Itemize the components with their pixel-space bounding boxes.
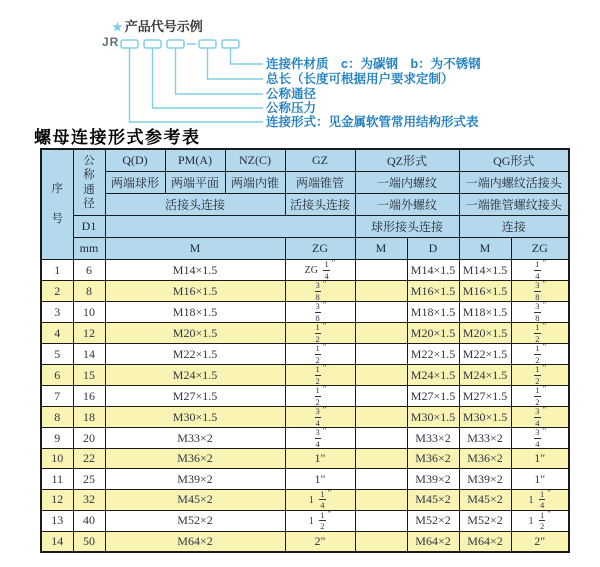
cell-dn: 6 xyxy=(73,260,105,281)
header-qz-sub1: 一端内螺纹 xyxy=(355,172,459,194)
header-qg-sub2: 一端锥管螺纹接头 xyxy=(459,194,569,216)
cell-qg-m: M39×2 xyxy=(459,469,511,489)
cell-qg-zg: $\frac{1}{2}$ " xyxy=(511,323,569,344)
table-body xyxy=(41,260,569,553)
cell-dn: 25 xyxy=(73,469,105,489)
cell-qz-d: M24×1.5 xyxy=(407,365,459,386)
cell-index: 10 xyxy=(41,449,73,469)
cell-qg-zg: $\frac{1}{4}$ " xyxy=(511,260,569,281)
diagram-title-text: 产品代号示例 xyxy=(124,19,203,34)
header-mm: mm xyxy=(73,238,105,260)
cell-dn: 40 xyxy=(73,510,105,531)
cell-qg-zg: $\frac{3}{8}$ " xyxy=(511,281,569,302)
cell-index: 2 xyxy=(41,281,73,302)
code-label-length: 总长（长度可根据用户要求定制） xyxy=(266,72,454,86)
cell-qz-d: M52×2 xyxy=(407,510,459,531)
cell-thread-m: M52×2 xyxy=(105,510,285,531)
cell-qg-zg: $\frac{1}{2}$ " xyxy=(511,344,569,365)
cell-qz-m xyxy=(355,469,407,489)
cell-qz-d: M14×1.5 xyxy=(407,260,459,281)
table-row xyxy=(41,302,569,323)
cell-dn: 10 xyxy=(73,302,105,323)
cell-qz-d: M16×1.5 xyxy=(407,281,459,302)
header-col-q: Q(D) xyxy=(105,149,165,172)
cell-gz: 1 $\frac{1}{4}$ " xyxy=(285,489,355,510)
cell-qz-d: M39×2 xyxy=(407,469,459,489)
header-col-gz: GZ xyxy=(285,149,355,172)
table-row xyxy=(41,449,569,469)
cell-qz-m xyxy=(355,407,407,428)
header-qg-m: M xyxy=(459,238,511,260)
cell-dn: 12 xyxy=(73,323,105,344)
leader-line-material xyxy=(231,48,264,64)
cell-thread-m: M36×2 xyxy=(105,449,285,469)
cell-qz-m xyxy=(355,386,407,407)
cell-gz: 1" xyxy=(285,469,355,489)
table-row xyxy=(41,260,569,281)
cell-qg-m: M45×2 xyxy=(459,489,511,510)
cell-index: 14 xyxy=(41,531,73,552)
cell-qz-d: M36×2 xyxy=(407,449,459,469)
header-row-4 xyxy=(41,216,569,238)
cell-index: 6 xyxy=(41,365,73,386)
header-nz-sub: 两端内锥 xyxy=(225,172,285,194)
cell-gz: $\frac{3}{4}$ " xyxy=(285,407,355,428)
table-row xyxy=(41,531,569,552)
cell-qg-zg: 2" xyxy=(511,531,569,552)
cell-qg-m: M36×2 xyxy=(459,449,511,469)
cell-qg-zg: $\frac{3}{4}$ " xyxy=(511,428,569,449)
code-box-4 xyxy=(199,40,216,48)
nut-connection-reference-table xyxy=(40,148,570,553)
cell-index: 1 xyxy=(41,260,73,281)
header-union-connect: 活接头连接 xyxy=(105,194,285,216)
cell-thread-m: M14×1.5 xyxy=(105,260,285,281)
cell-gz: $\frac{3}{8}$ " xyxy=(285,302,355,323)
code-box-1 xyxy=(121,40,138,48)
cell-qz-d: M27×1.5 xyxy=(407,386,459,407)
header-qg-zg: ZG xyxy=(511,238,569,260)
cell-dn: 8 xyxy=(73,281,105,302)
cell-gz: $\frac{1}{2}$ " xyxy=(285,386,355,407)
cell-qz-m xyxy=(355,531,407,552)
header-qz-sub3: 球形接头连接 xyxy=(355,216,459,238)
cell-dn: 20 xyxy=(73,428,105,449)
header-qz-d: D xyxy=(407,238,459,260)
diagram-title xyxy=(112,16,203,35)
cell-qg-zg: 1" xyxy=(511,469,569,489)
cell-gz: $\frac{1}{2}$ " xyxy=(285,344,355,365)
cell-index: 4 xyxy=(41,323,73,344)
table-row xyxy=(41,281,569,302)
cell-index: 7 xyxy=(41,386,73,407)
cell-gz: $\frac{3}{8}$ " xyxy=(285,281,355,302)
cell-qz-d: M22×1.5 xyxy=(407,344,459,365)
cell-gz: 1 $\frac{1}{2}$ " xyxy=(285,510,355,531)
table-row xyxy=(41,365,569,386)
cell-qg-zg: $\frac{1}{2}$ " xyxy=(511,386,569,407)
cell-thread-m: M18×1.5 xyxy=(105,302,285,323)
cell-qg-zg: $\frac{3}{4}$ " xyxy=(511,407,569,428)
cell-qg-m: M14×1.5 xyxy=(459,260,511,281)
cell-qz-d: M18×1.5 xyxy=(407,302,459,323)
cell-thread-m: M24×1.5 xyxy=(105,365,285,386)
cell-dn: 32 xyxy=(73,489,105,510)
cell-qz-m xyxy=(355,323,407,344)
cell-index: 3 xyxy=(41,302,73,323)
cell-qz-m xyxy=(355,302,407,323)
code-label-material: 连接件材质 c：为碳钢 b：为不锈钢 xyxy=(266,57,481,71)
cell-qz-d: M20×1.5 xyxy=(407,323,459,344)
header-gz-sub: 两端锥管 xyxy=(285,172,355,194)
header-row-5 xyxy=(41,238,569,260)
code-label-pressure: 公称压力 xyxy=(266,101,317,115)
cell-qz-d: M45×2 xyxy=(407,489,459,510)
table-row xyxy=(41,344,569,365)
cell-index: 11 xyxy=(41,469,73,489)
header-blank xyxy=(105,216,355,238)
cell-qg-zg: 1 $\frac{1}{4}$ " xyxy=(511,489,569,510)
cell-dn: 15 xyxy=(73,365,105,386)
cell-qg-zg: $\frac{3}{8}$ " xyxy=(511,302,569,323)
cell-qg-zg: 1" xyxy=(511,449,569,469)
table-title: 螺母连接形式参考表 xyxy=(34,128,201,147)
header-m-span: M xyxy=(105,238,285,260)
cell-gz: $\frac{3}{4}$ " xyxy=(285,428,355,449)
cell-qg-m: M33×2 xyxy=(459,428,511,449)
cell-qg-m: M24×1.5 xyxy=(459,365,511,386)
cell-qg-m: M22×1.5 xyxy=(459,344,511,365)
cell-qg-m: M52×2 xyxy=(459,510,511,531)
cell-qz-m xyxy=(355,428,407,449)
cell-thread-m: M22×1.5 xyxy=(105,344,285,365)
cell-qz-m xyxy=(355,489,407,510)
leader-lines xyxy=(130,48,264,122)
cell-index: 13 xyxy=(41,510,73,531)
cell-qg-m: M27×1.5 xyxy=(459,386,511,407)
table-header xyxy=(41,149,569,260)
cell-qz-m xyxy=(355,260,407,281)
cell-qz-d: M30×1.5 xyxy=(407,407,459,428)
code-box-3 xyxy=(167,40,184,48)
code-box-2 xyxy=(144,40,161,48)
header-qg-sub1: 一端内螺纹活接头 xyxy=(459,172,569,194)
cell-qg-zg: $\frac{1}{2}$ " xyxy=(511,365,569,386)
cell-dn: 50 xyxy=(73,531,105,552)
cell-thread-m: M33×2 xyxy=(105,428,285,449)
cell-qz-m xyxy=(355,281,407,302)
cell-gz: $\frac{1}{2}$ " xyxy=(285,323,355,344)
table-row xyxy=(41,407,569,428)
table-row xyxy=(41,386,569,407)
cell-qg-m: M64×2 xyxy=(459,531,511,552)
cell-qg-m: M16×1.5 xyxy=(459,281,511,302)
cell-dn: 16 xyxy=(73,386,105,407)
cell-thread-m: M45×2 xyxy=(105,489,285,510)
product-code-prefix: JR xyxy=(102,35,120,49)
header-col-pm: PM(A) xyxy=(165,149,225,172)
cell-dn: 22 xyxy=(73,449,105,469)
header-d1: D1 xyxy=(73,216,105,238)
cell-gz: 1" xyxy=(285,449,355,469)
header-row-2 xyxy=(41,172,569,194)
cell-thread-m: M64×2 xyxy=(105,531,285,552)
cell-qg-m: M30×1.5 xyxy=(459,407,511,428)
cell-index: 8 xyxy=(41,407,73,428)
header-row-3 xyxy=(41,194,569,216)
header-index: 序 号 xyxy=(41,149,73,260)
cell-gz: ZG $\frac{1}{4}$ " xyxy=(285,260,355,281)
table-row xyxy=(41,323,569,344)
cell-qz-d: M64×2 xyxy=(407,531,459,552)
header-gz-unit: ZG xyxy=(285,238,355,260)
code-box-5 xyxy=(222,40,239,48)
header-pm-sub: 两端平面 xyxy=(165,172,225,194)
leader-line-form xyxy=(130,48,264,122)
cell-qz-d: M33×2 xyxy=(407,428,459,449)
cell-thread-m: M20×1.5 xyxy=(105,323,285,344)
header-col-nz: NZ(C) xyxy=(225,149,285,172)
cell-gz: 2" xyxy=(285,531,355,552)
header-qz-m: M xyxy=(355,238,407,260)
header-col-qg: QG形式 xyxy=(459,149,569,172)
cell-thread-m: M27×1.5 xyxy=(105,386,285,407)
header-qg-sub3: 连接 xyxy=(459,216,569,238)
leader-line-diameter xyxy=(176,48,264,94)
star-icon: ★ xyxy=(112,20,123,34)
cell-qz-m xyxy=(355,510,407,531)
cell-qg-zg: 1 $\frac{1}{2}$ " xyxy=(511,510,569,531)
table-row xyxy=(41,428,569,449)
header-col-qz: QZ形式 xyxy=(355,149,459,172)
header-q-sub: 两端球形 xyxy=(105,172,165,194)
cell-qz-m xyxy=(355,365,407,386)
cell-thread-m: M39×2 xyxy=(105,469,285,489)
code-label-form: 连接形式：见金属软管常用结构形式表 xyxy=(266,115,479,129)
table-row xyxy=(41,510,569,531)
cell-gz: $\frac{1}{2}$ " xyxy=(285,365,355,386)
cell-qz-m xyxy=(355,449,407,469)
cell-qg-m: M18×1.5 xyxy=(459,302,511,323)
header-nominal-diameter: 公 称 通 径 xyxy=(73,149,105,216)
table-row xyxy=(41,489,569,510)
header-row-1 xyxy=(41,149,569,172)
cell-thread-m: M30×1.5 xyxy=(105,407,285,428)
header-qz-sub2: 一端外螺纹 xyxy=(355,194,459,216)
cell-dn: 14 xyxy=(73,344,105,365)
header-gz-union: 活接头连接 xyxy=(285,194,355,216)
cell-index: 5 xyxy=(41,344,73,365)
cell-qz-m xyxy=(355,344,407,365)
product-code-diagram xyxy=(0,0,600,140)
cell-dn: 18 xyxy=(73,407,105,428)
cell-thread-m: M16×1.5 xyxy=(105,281,285,302)
cell-index: 12 xyxy=(41,489,73,510)
table-row xyxy=(41,469,569,489)
code-label-diameter: 公称通径 xyxy=(266,87,317,101)
cell-qg-m: M20×1.5 xyxy=(459,323,511,344)
code-boxes xyxy=(121,40,239,48)
cell-index: 9 xyxy=(41,428,73,449)
